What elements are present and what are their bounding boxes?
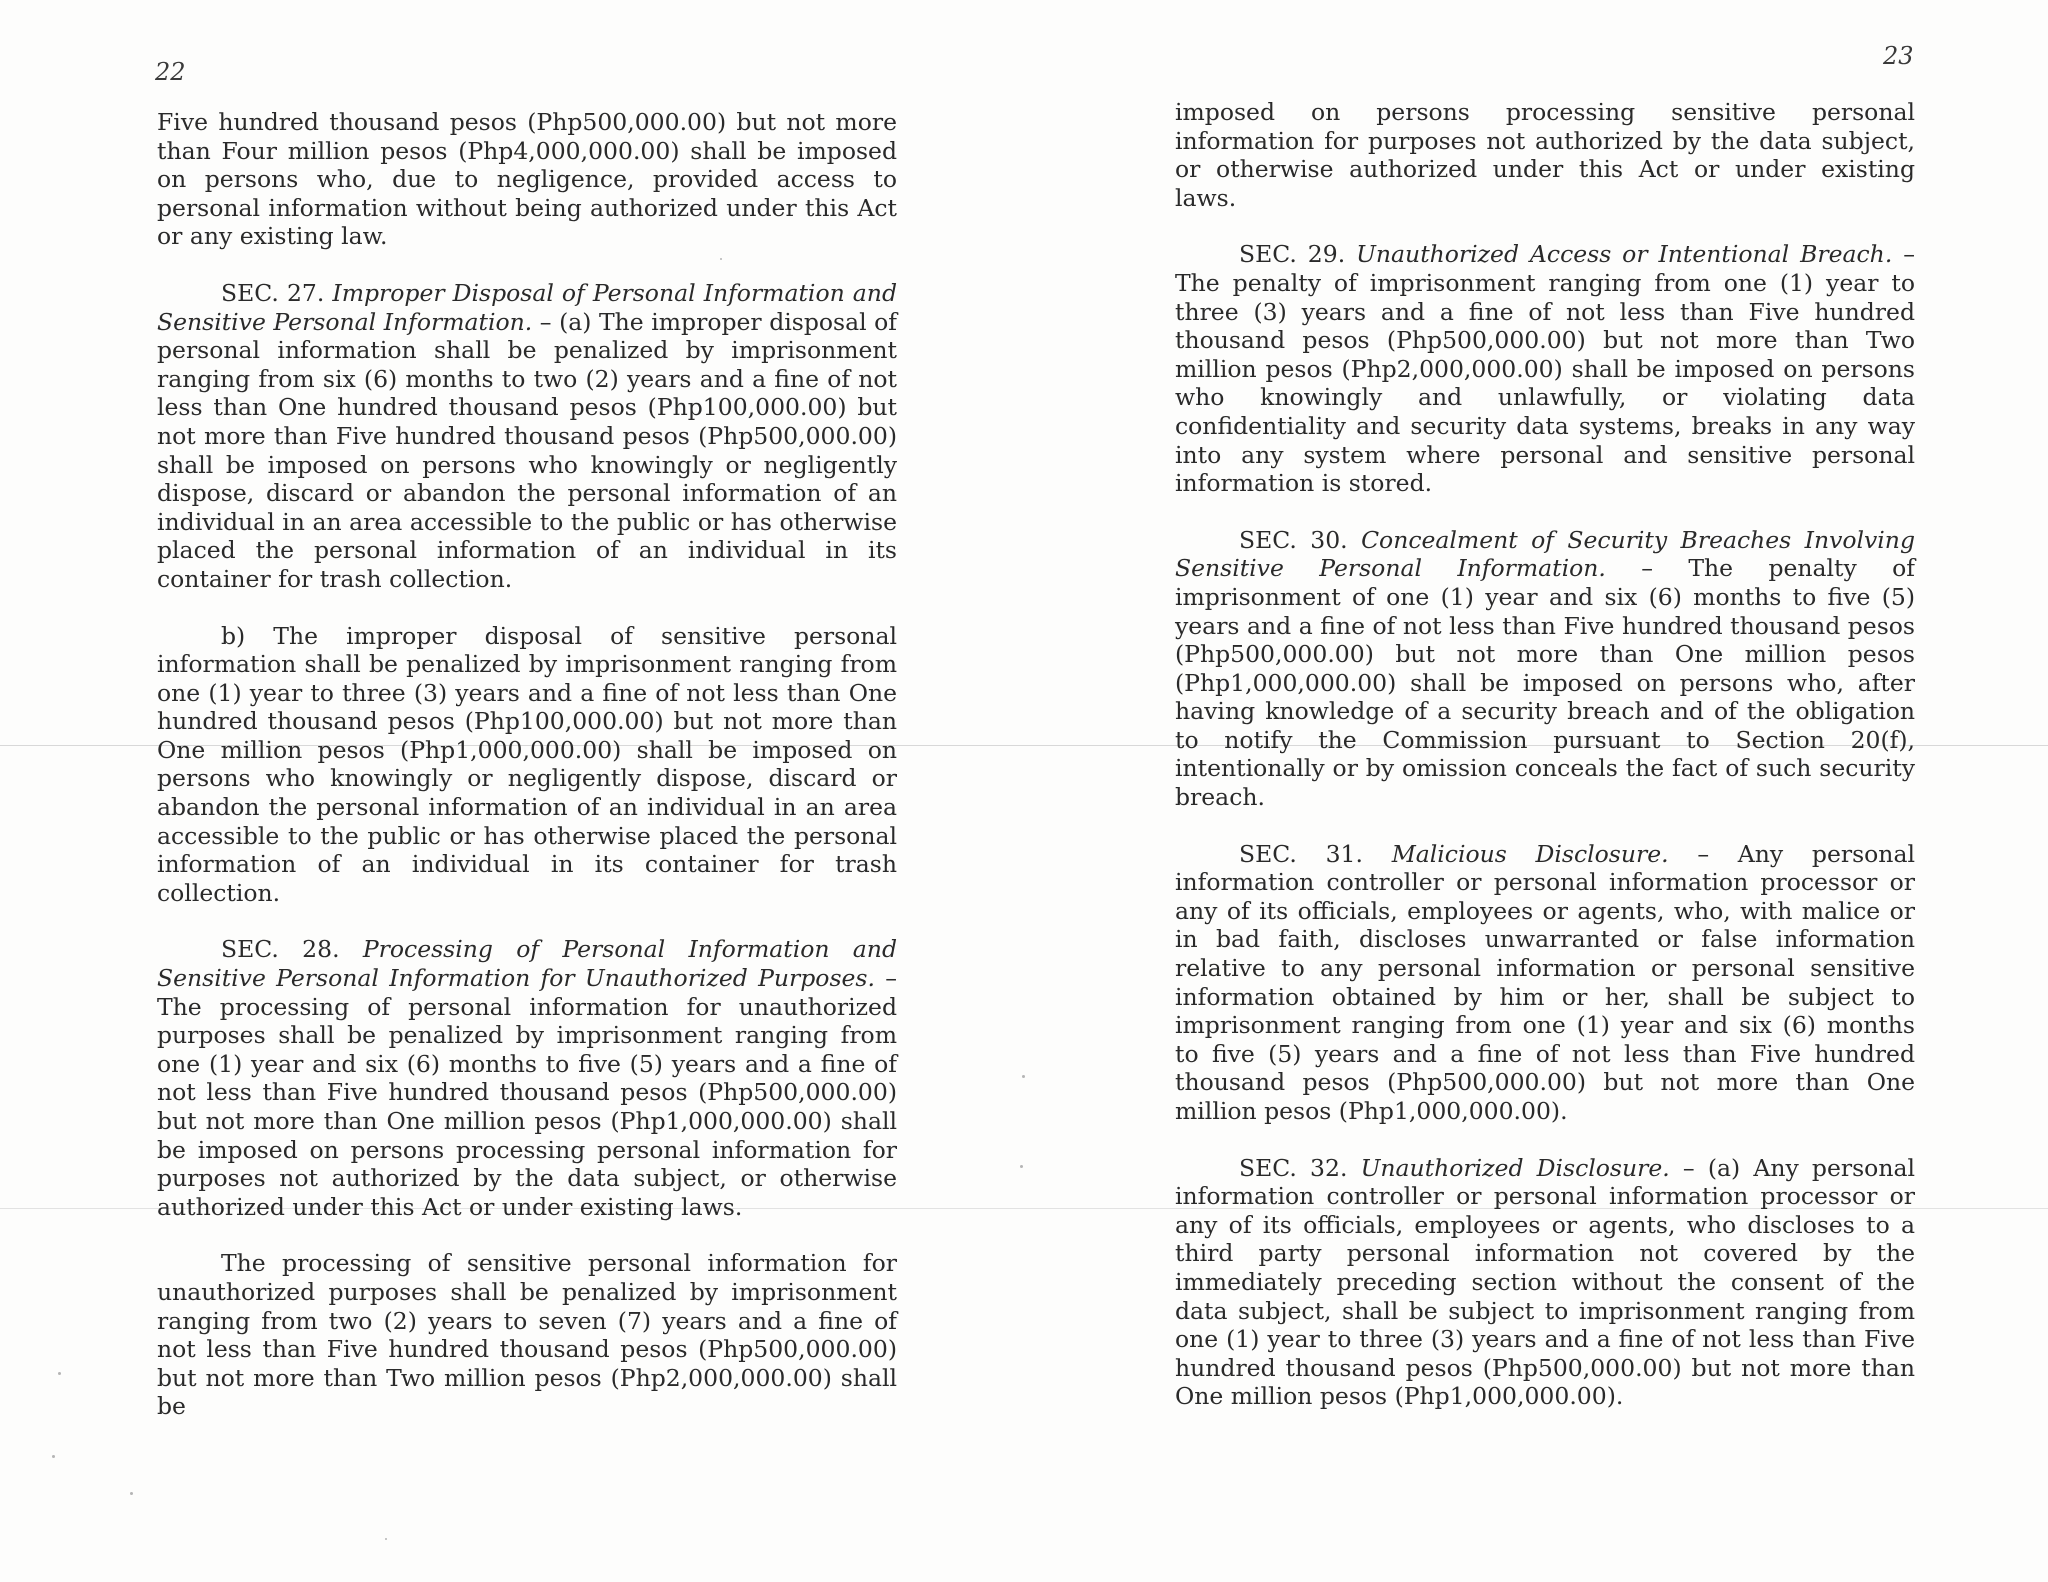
section-32 (1175, 1154, 1915, 1411)
left-page-column (157, 108, 897, 1449)
section-text: – (a) The improper disposal of personal information shall be penalized by imprisonment ranging from six (6) months to two (2) years and a fine of not less than One hundred thousand pesos (Php100,000.00) but not more than Five hundred thousand pesos (Php500,000.00) shall be imposed on persons who knowingly or negligently dispose, discard or abandon the personal information of an individual in an area accessible to the public or has otherwise placed the personal information of an individual in its container for trash collection. (157, 307, 897, 593)
section-31 (1175, 840, 1915, 1126)
section-number: SEC. 29. (1239, 240, 1346, 269)
section-text: – The penalty of imprisonment ranging from one (1) year to three (3) years and a fine of not less than Five hundred thousand pesos (Php500,000.00) but not more than Two million pesos (Php2,000,000.00) shall be imposed on persons who knowingly and unlawfully, or violating data confidentiality and security data systems, breaks in any way into any system where personal and sensitive personal information is stored. (1175, 240, 1915, 498)
section-number: SEC. 30. (1239, 525, 1348, 554)
section-title: Unauthorized Disclosure. (1360, 1153, 1670, 1182)
scan-speck (1022, 1075, 1025, 1078)
section-number: SEC. 27. (221, 278, 325, 307)
scan-speck (130, 1492, 133, 1495)
page-number-left: 22 (155, 58, 186, 86)
scan-speck (720, 258, 722, 260)
section-text: – The penalty of imprisonment of one (1) year and six (6) months to five (5) years and a fine of not less than Five hundred thousand pesos (Php500,000.00) but not more than One million pesos (Php1,000,000.00) shall be imposed on persons who, after having knowledge of a security breach and of the obligation to notify the Commission pursuant to Section 20(f), intentionally or by omission conceals the fact of such security breach. (1175, 554, 1915, 812)
scan-speck (1020, 1165, 1023, 1168)
section-text: – Any personal information controller or personal information processor or any of its officials, employees or agents, who, with malice or in bad faith, discloses unwarranted or false information relative to any personal information or personal sensitive information obtained by him or her, shall be subject to imprisonment ranging from one (1) year and six (6) months to five (5) years and a fine of not less than Five hundred thousand pesos (Php500,000.00) but not more than One million pesos (Php1,000,000.00). (1175, 839, 1915, 1125)
section-number: SEC. 28. (221, 935, 340, 964)
section-title: Malicious Disclosure. (1391, 839, 1669, 868)
section-title: Unauthorized Access or Intentional Breach. (1356, 240, 1893, 269)
section-27 (157, 279, 897, 594)
section-text: – (a) Any personal information controller or personal information processor or any of its officials, employees or agents, who discloses to a third party personal information not covered by the immediately preceding section without the consent of the data subject, shall be subject to imprisonment ranging from one (1) year to three (3) years and a fine of not less than Five hundred thousand pesos (Php500,000.00) but not more than One million pesos (Php1,000,000.00). (1175, 1153, 1915, 1411)
section-28-sensitive: The processing of sensitive personal information for unauthorized purposes shall be penalized by imprisonment ranging from two (2) years to seven (7) years and a fine of not less than Five hundred thousand pesos (Php500,000.00) but not more than Two million pesos (Php2,000,000.00) shall be (157, 1249, 897, 1421)
scan-speck (58, 1372, 61, 1375)
scan-speck (385, 1538, 387, 1540)
section-title: Processing of Personal Information and Sensitive Personal Information for Unauthorized Purposes. (157, 935, 897, 993)
section-27-b: b) The improper disposal of sensitive personal information shall be penalized by imprisonment ranging from one (1) year to three (3) years and a fine of not less than One hundred thousand pesos (Php100,000.00) but not more than One million pesos (Php1,000,000.00) shall be imposed on persons who knowingly or negligently dispose, discard or abandon the personal information of an individual in an area accessible to the public or has otherwise placed the personal information of an individual in its container for trash collection. (157, 621, 897, 907)
section-30 (1175, 526, 1915, 812)
section-title: Concealment of Security Breaches Involving Sensitive Personal Information. (1175, 525, 1915, 583)
section-title: Improper Disposal of Personal Information and Sensitive Personal Information. (157, 278, 897, 336)
section-28 (157, 935, 897, 1221)
page-number-right: 23 (1883, 42, 1914, 70)
section-number: SEC. 32. (1239, 1153, 1348, 1182)
section-text: – The processing of personal information for unauthorized purposes shall be penalized by imprisonment ranging from one (1) year and six (6) months to five (5) years and a fine of not less than Five hundred thousand pesos (Php500,000.00) but not more than One million pesos (Php1,000,000.00) shall be imposed on persons processing personal information for purposes not authorized by the data subject, or otherwise authorized under this Act or under existing laws. (157, 964, 897, 1221)
scan-speck (52, 1455, 55, 1458)
section-number: SEC. 31. (1239, 839, 1363, 868)
paragraph-continuation: imposed on persons processing sensitive personal information for purposes not authorized by the data subject, or otherwise authorized under this Act or under existing laws. (1175, 98, 1915, 212)
right-page-column (1175, 98, 1915, 1439)
paragraph-continuation: Five hundred thousand pesos (Php500,000.00) but not more than Four million pesos (Php4,000,000.00) shall be imposed on persons who, due to negligence, provided access to personal information without being authorized under this Act or any existing law. (157, 108, 897, 251)
section-29 (1175, 240, 1915, 497)
